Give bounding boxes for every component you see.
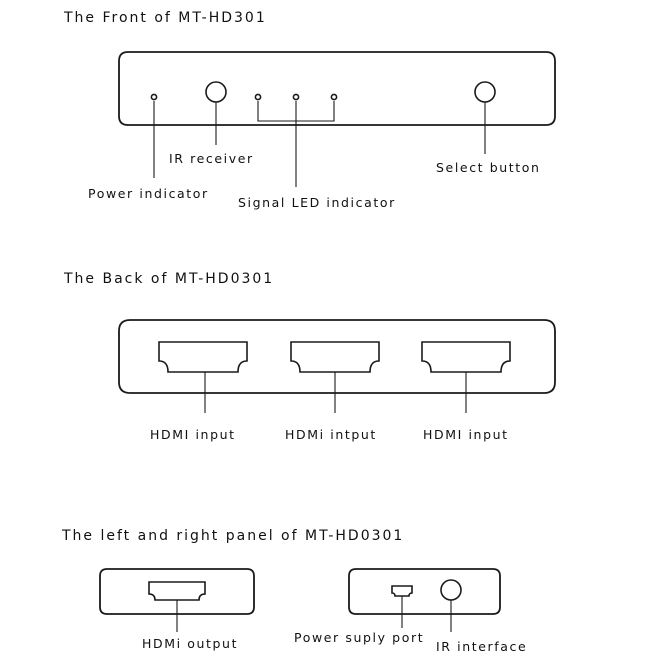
hdmi-input-label-1: HDMI input <box>150 427 236 442</box>
back-panel <box>119 320 555 393</box>
back-title: The Back of MT-HD0301 <box>64 271 275 287</box>
ir-interface-label: IR interface <box>436 639 528 654</box>
hdmi-output-label: HDMi output <box>142 636 239 651</box>
hdmi-input-label-3: HDMI input <box>423 427 509 442</box>
signal-led-label: Signal LED indicator <box>238 195 396 210</box>
select-button-label: Select button <box>436 160 541 175</box>
ir-receiver-label: IR receiver <box>169 151 254 166</box>
power-supply-label: Power suply port <box>294 630 425 645</box>
front-panel <box>119 52 555 125</box>
power-indicator-label: Power indicator <box>88 186 209 201</box>
right-side-panel <box>349 569 500 614</box>
front-title: The Front of MT-HD301 <box>64 10 267 26</box>
hdmi-input-label-2: HDMi intput <box>285 427 377 442</box>
sides-title: The left and right panel of MT-HD0301 <box>62 528 405 544</box>
